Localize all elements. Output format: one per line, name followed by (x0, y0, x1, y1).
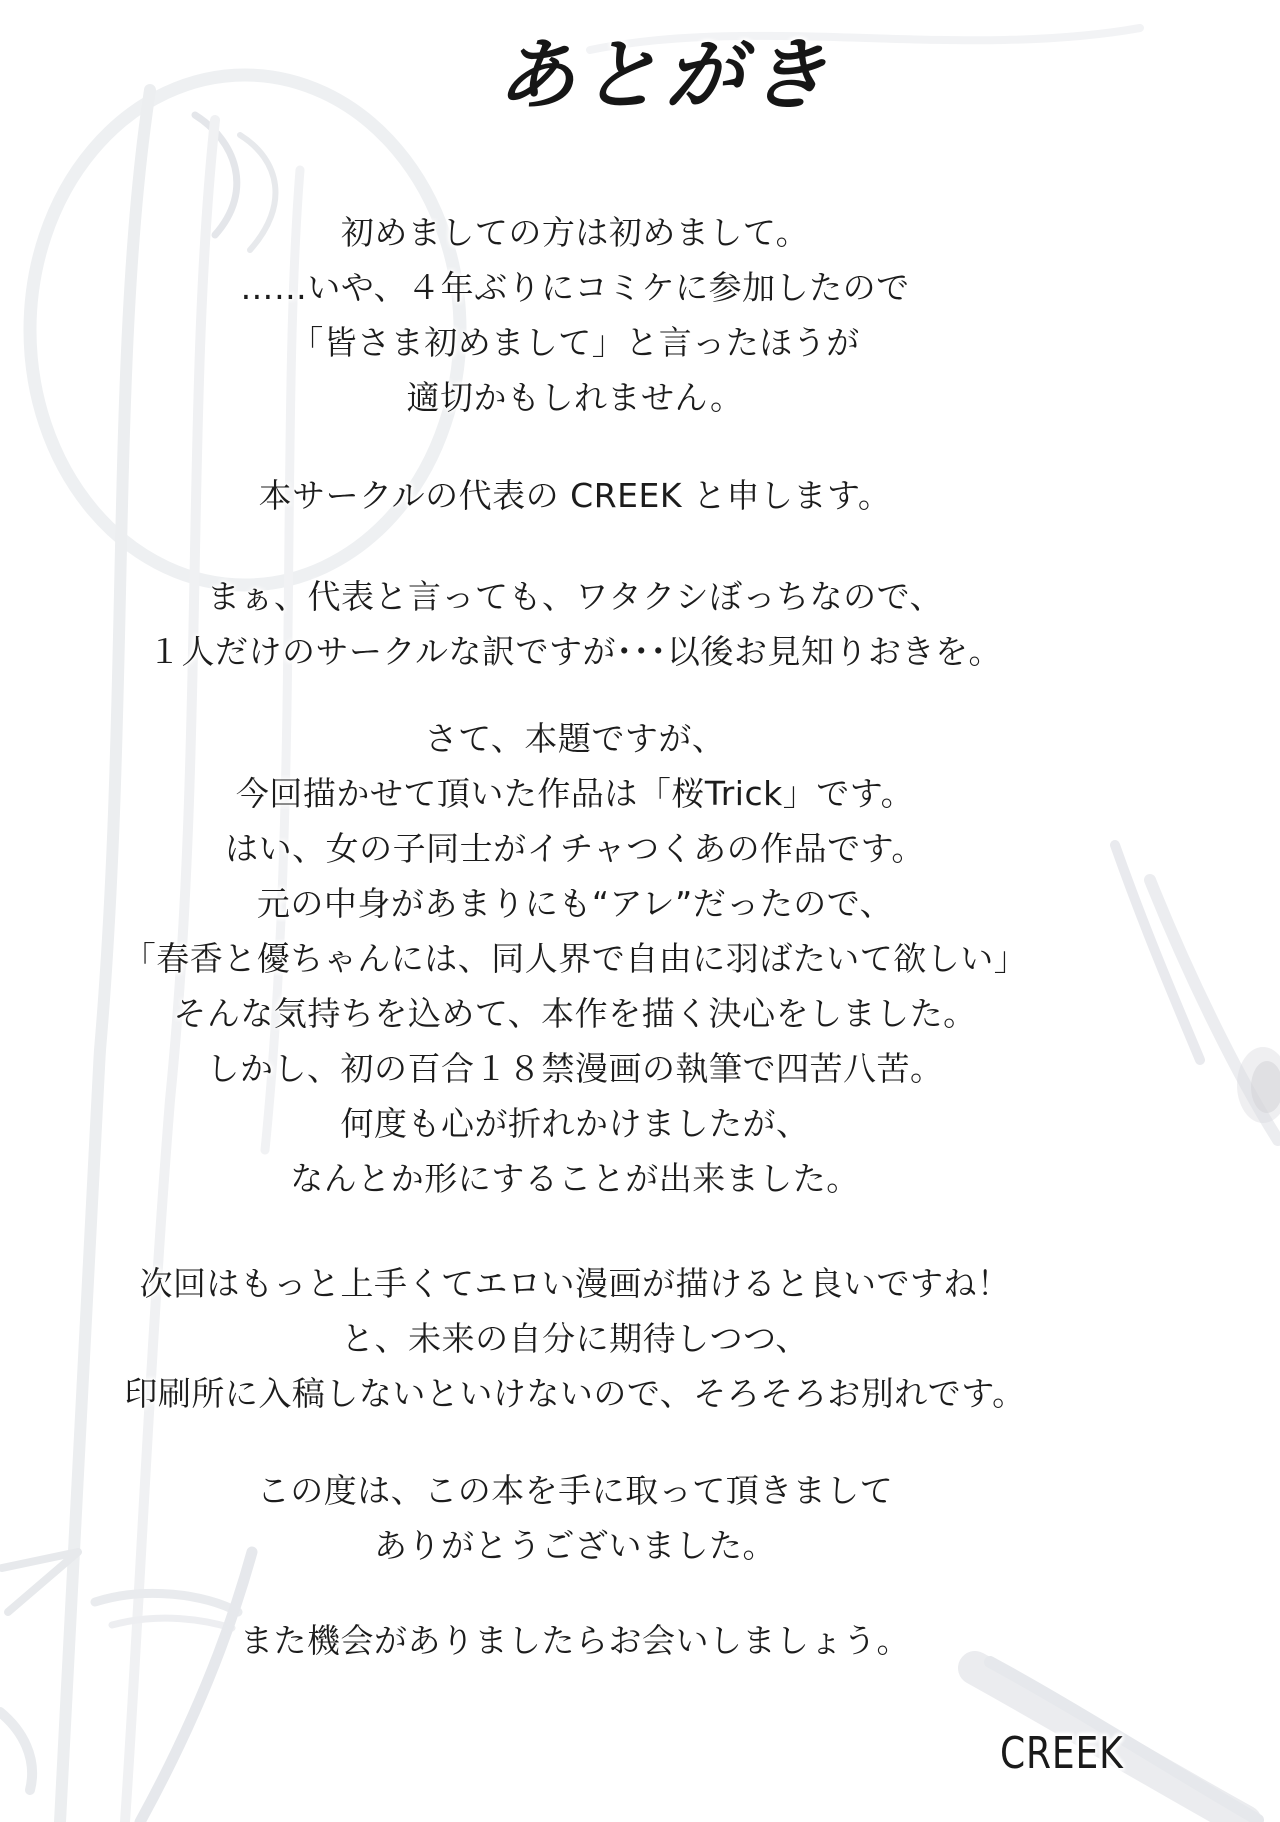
afterword-line: なんとか形にすることが出来ました。 (290, 1159, 860, 1198)
afterword-line: そんな気持ちを込めて、本作を描く決心をしました。 (173, 994, 977, 1033)
afterword-line: 「皆さま初めまして」と言ったほうが (290, 323, 860, 362)
afterword-line: 次回はもっと上手くてエロい漫画が描けると良いですね！ (139, 1264, 1011, 1303)
afterword-line: 何度も心が折れかけましたが、 (340, 1104, 810, 1143)
afterword-paragraph (0, 1256, 1150, 1421)
afterword-paragraph (0, 711, 1150, 1206)
afterword-line: さて、本題ですが、 (424, 719, 726, 758)
afterword-line: はい、女の子同士がイチャつくあの作品です。 (225, 829, 925, 868)
afterword-line: 適切かもしれません。 (406, 378, 744, 417)
afterword-line: 印刷所に入稿しないといけないので、そろそろお別れです。 (124, 1374, 1026, 1413)
afterword-paragraph (0, 1463, 1150, 1573)
afterword-paragraph (0, 205, 1150, 425)
afterword-line: 「春香と優ちゃんには、同人界で自由に羽ばたいて欲しい」 (122, 939, 1028, 978)
afterword-line: 元の中身があまりにも“アレ”だったので、 (256, 884, 894, 923)
page-title: あとがき (496, 31, 833, 121)
afterword-line: ありがとうございました。 (374, 1526, 776, 1565)
afterword-line: と、未来の自分に期待しつつ、 (341, 1319, 809, 1358)
afterword-paragraph (0, 1613, 1150, 1668)
afterword-line: まぁ、代表と言っても、ワタクシぼっちなので、 (206, 577, 943, 616)
afterword-paragraph (0, 569, 1150, 679)
afterword-line: 本サークルの代表の CREEK と申します。 (258, 476, 892, 515)
afterword-line: 今回描かせて頂いた作品は「桜Trick」です。 (235, 774, 915, 813)
afterword-line: この度は、この本を手に取って頂きまして (256, 1471, 894, 1510)
afterword-line: １人だけのサークルな訳ですが･･･以後お見知りおきを。 (147, 632, 1002, 671)
afterword-line: しかし、初の百合１８禁漫画の執筆で四苦八苦。 (206, 1049, 944, 1088)
afterword-line: ……いや、４年ぶりにコミケに参加したので (240, 268, 910, 307)
afterword-line: また機会がありましたらお会いしましょう。 (240, 1621, 910, 1660)
afterword-paragraph (0, 468, 1150, 523)
author-signature: CREEK (1000, 1728, 1124, 1779)
afterword-line: 初めましての方は初めまして。 (340, 213, 810, 252)
